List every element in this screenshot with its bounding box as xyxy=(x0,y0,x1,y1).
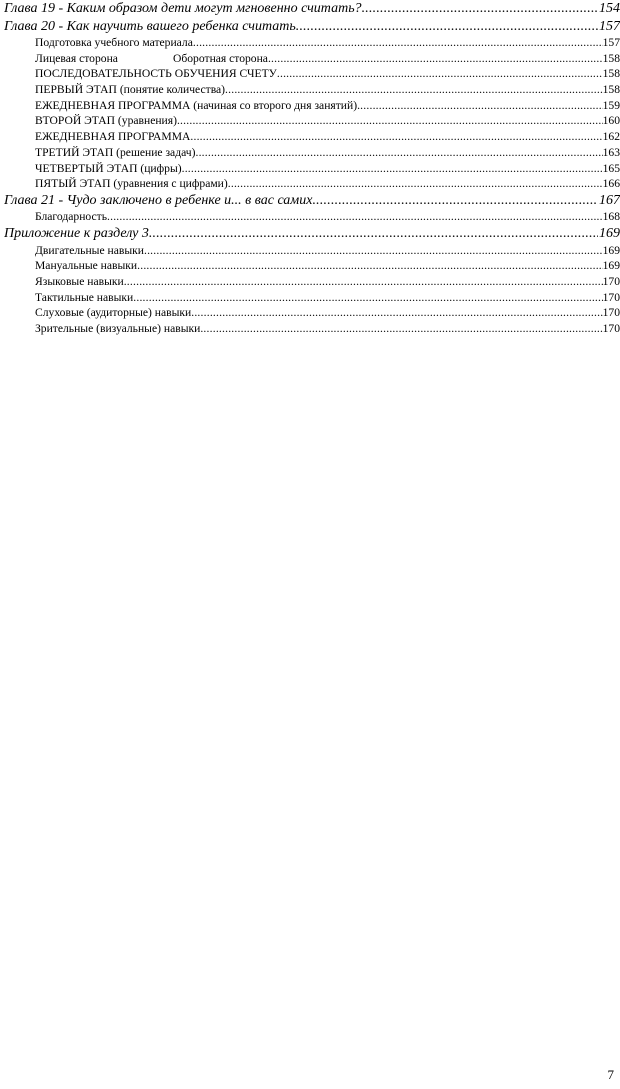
toc-entry-chapter-19[interactable] xyxy=(4,0,620,18)
dot-leader xyxy=(228,176,603,192)
toc-entry-chapter-21[interactable] xyxy=(4,192,620,210)
toc-entry-page: 170 xyxy=(602,290,620,304)
toc-entry-page: 158 xyxy=(602,67,620,81)
toc-entry-title: ВТОРОЙ ЭТАП (уравнения) xyxy=(35,114,177,128)
toc-entry-page: 166 xyxy=(602,177,620,191)
toc-entry-title: Глава 20 - Как научить вашего ребенка считать xyxy=(4,18,296,34)
toc-entry-stage-4[interactable] xyxy=(4,161,620,177)
toc-entry-front-back-side[interactable] xyxy=(4,51,620,67)
toc-entry-motor-skills[interactable] xyxy=(4,243,620,259)
toc-entry-title: Приложение к разделу 3 xyxy=(4,226,149,242)
toc-entry-title: Языковые навыки xyxy=(35,274,124,288)
dot-leader xyxy=(137,258,602,274)
toc-entry-page: 160 xyxy=(602,114,620,128)
toc-entry-page: 159 xyxy=(602,98,620,112)
dot-leader xyxy=(144,243,603,259)
toc-entry-title: Двигательные навыки xyxy=(35,243,144,257)
toc-entry-page: 170 xyxy=(602,322,620,335)
dot-leader xyxy=(177,113,603,129)
toc-entry-stage-5[interactable] xyxy=(4,176,620,192)
dot-leader xyxy=(200,321,602,337)
toc-entry-auditory-skills[interactable] xyxy=(4,305,620,321)
toc-entry-visual-skills[interactable] xyxy=(4,321,620,337)
toc-entry-daily-program-2[interactable] xyxy=(4,129,620,145)
toc-entry-tactile-skills[interactable] xyxy=(4,290,620,306)
toc-entry-chapter-20[interactable] xyxy=(4,18,620,36)
toc-entry-title: Зрительные (визуальные) навыки xyxy=(35,322,201,335)
toc-entry-page: 158 xyxy=(602,51,620,65)
toc-entry-title: Лицевая сторона Оборотная сторона xyxy=(35,51,268,65)
toc-entry-title: ЧЕТВЕРТЫЙ ЭТАП (цифры) xyxy=(35,161,182,175)
dot-leader xyxy=(149,225,598,243)
toc-entry-page: 157 xyxy=(602,36,620,49)
toc-entry-page: 169 xyxy=(602,243,620,257)
dot-leader xyxy=(133,290,602,306)
dot-leader xyxy=(357,98,603,114)
dot-leader xyxy=(277,66,603,82)
toc-entry-stage-2[interactable] xyxy=(4,113,620,129)
dot-leader xyxy=(182,161,603,177)
toc-entry-title: Мануальные навыки xyxy=(35,259,138,273)
toc-entry-title: ТРЕТИЙ ЭТАП (решение задач) xyxy=(35,145,196,159)
toc-entry-page: 169 xyxy=(602,259,620,273)
toc-entry-sequence[interactable] xyxy=(4,66,620,82)
dot-leader xyxy=(195,145,602,161)
toc-entry-page: 170 xyxy=(602,274,620,288)
dot-leader xyxy=(107,209,603,225)
toc-entry-stage-1[interactable] xyxy=(4,82,620,98)
toc-entry-title: ПЕРВЫЙ ЭТАП (понятие количества) xyxy=(35,83,226,97)
toc-entry-material-prep[interactable] xyxy=(4,35,620,51)
toc-entry-title: ЕЖЕДНЕВНАЯ ПРОГРАММА (начиная со второго дня занятий) xyxy=(35,98,358,112)
toc-entry-page: 168 xyxy=(602,210,620,224)
toc-entry-page: 163 xyxy=(602,145,620,159)
toc-entry-title: Слуховые (аудиторные) навыки xyxy=(35,306,192,320)
toc-entry-language-skills[interactable] xyxy=(4,274,620,290)
toc-entry-page: 162 xyxy=(602,130,620,144)
page-number: 7 xyxy=(607,1067,614,1082)
toc-entry-title: Благодарность xyxy=(35,210,107,224)
toc-entry-page: 167 xyxy=(599,192,620,208)
toc-entry-stage-3[interactable] xyxy=(4,145,620,161)
toc-entry-page: 157 xyxy=(599,18,620,34)
toc-entry-title: Глава 19 - Каким образом дети могут мгновенно считать? xyxy=(4,1,362,16)
dot-leader xyxy=(190,129,602,145)
toc-entry-title: Глава 21 - Чудо заключено в ребенке и... в вас самих xyxy=(4,192,313,208)
dot-leader xyxy=(312,192,598,210)
toc-entry-page: 169 xyxy=(599,226,620,242)
toc-entry-acknowledgements[interactable] xyxy=(4,209,620,225)
toc-entry-page: 170 xyxy=(602,306,620,320)
dot-leader xyxy=(193,35,603,51)
toc-entry-title: Подготовка учебного материала xyxy=(35,36,193,49)
dot-leader xyxy=(268,51,603,67)
dot-leader xyxy=(124,274,603,290)
toc-entry-title: ПОСЛЕДОВАТЕЛЬНОСТЬ ОБУЧЕНИЯ СЧЕТУ xyxy=(35,67,277,81)
toc-entry-page: 158 xyxy=(602,83,620,97)
dot-leader xyxy=(362,0,598,18)
dot-leader xyxy=(191,305,602,321)
toc-entry-page: 154 xyxy=(599,1,620,16)
toc-entry-appendix-3[interactable] xyxy=(4,225,620,243)
toc-entry-manual-skills[interactable] xyxy=(4,258,620,274)
toc-entry-daily-program-1[interactable] xyxy=(4,98,620,114)
dot-leader xyxy=(225,82,603,98)
toc-entry-title: ЕЖЕДНЕВНАЯ ПРОГРАММА xyxy=(35,130,191,144)
dot-leader xyxy=(296,18,598,36)
table-of-contents xyxy=(4,0,620,337)
toc-entry-title: ПЯТЫЙ ЭТАП (уравнения с цифрами) xyxy=(35,177,228,191)
toc-entry-title: Тактильные навыки xyxy=(35,290,134,304)
toc-entry-page: 165 xyxy=(602,161,620,175)
